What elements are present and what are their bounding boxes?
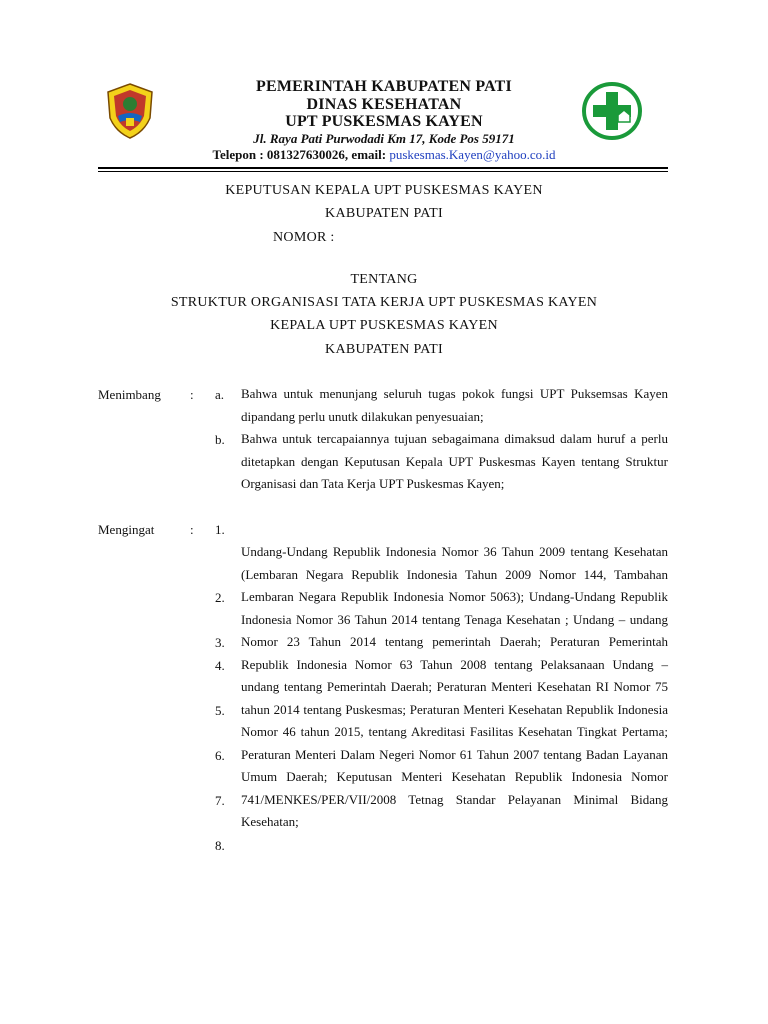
letterhead-email[interactable]: puskesmas.Kayen@yahoo.co.id — [389, 147, 556, 162]
mengingat-marker-8: 8. — [215, 838, 225, 853]
mengingat-marker-4: 4. — [215, 658, 225, 673]
menimbang-item-b-text: Bahwa untuk tercapaiannya tujuan sebagaimana dimaksud dalam huruf a perlu ditetapkan dengan Keputusan Kepala UPT Puskesmas Kayen tentang Struktur Organisasi dan Tata Kerja UPT Puskesmas Kayen; — [241, 431, 668, 491]
letterhead-line-3: UPT PUSKESMAS KAYEN — [285, 113, 483, 130]
letterhead-rule-thick — [98, 167, 668, 169]
menimbang-colon: : — [190, 387, 194, 402]
mengingat-marker-6: 6. — [215, 748, 225, 763]
mengingat-marker-7: 7. — [215, 793, 225, 808]
menimbang-item-a-text: Bahwa untuk menunjang seluruh tugas pokok fungsi UPT Puksemsas Kayen dipandang perlu unutk dilakukan penyesuaian; — [241, 386, 668, 424]
decree-tentang: TENTANG — [350, 272, 418, 287]
mengingat-marker-3: 3. — [215, 635, 225, 650]
mengingat-marker-2: 2. — [215, 590, 225, 605]
decree-title-line-2: KABUPATEN PATI — [325, 206, 443, 221]
mengingat-marker-1: 1. — [215, 522, 225, 537]
letterhead-contact — [0, 147, 768, 163]
mengingat-colon: : — [190, 522, 194, 537]
letterhead-address: Jl. Raya Pati Purwodadi Km 17, Kode Pos 59171 — [253, 131, 515, 146]
mengingat-text: Undang-Undang Republik Indonesia Nomor 36 Tahun 2009 tentang Kesehatan (Lembaran Negara Republik Indonesia Tahun 2009 Nomor 144, Tambahan Lembaran Negara Republik Indonesia Nomor 5063); Undang-Undang Republik Indonesia Nomor 36 Tahun 2014 tentang Tenaga Kesehatan ; Undang – undang Nomor 23 Tahun 2014 tentang pemerintah Daerah; Peraturan Pemerintah Republik Indonesia Nomor 63 Tahun 2008 tentang Pelaksanaan Undang – undang tentang Pemerintah Daerah; Peraturan Menteri Kesehatan RI Nomor 75 tahun 2014 tentang Puskesmas; Peraturan Menteri Kesehatan Republik Indonesia Nomor 46 tahun 2015, tentang Akreditasi Fasilitas Kesehatan Tingkat Pertama; Peraturan Menteri Dalam Negeri Nomor 61 Tahun 2007 tentang Badan Layanan Umum Daerah; Keputusan Menteri Kesehatan Republik Indonesia Nomor 741/MENKES/PER/VII/2008 Tetnag Standar Pelayanan Minimal Bidang Kesehatan; — [241, 544, 668, 829]
letterhead-phone: Telepon : 081327630026, email: — [212, 147, 390, 162]
mengingat-marker-5: 5. — [215, 703, 225, 718]
decree-number: NOMOR : — [273, 230, 335, 245]
decree-title-line-1: KEPUTUSAN KEPALA UPT PUSKESMAS KAYEN — [225, 183, 543, 198]
menimbang-label: Menimbang — [98, 387, 161, 402]
decree-subject-line-1: STRUKTUR ORGANISASI TATA KERJA UPT PUSKESMAS KAYEN — [170, 295, 598, 310]
letterhead-line-2: DINAS KESEHATAN — [306, 96, 462, 113]
letterhead-line-1: PEMERINTAH KABUPATEN PATI — [256, 78, 512, 95]
menimbang-item-a-marker: a. — [215, 387, 225, 402]
mengingat-label: Mengingat — [98, 522, 155, 537]
menimbang-item-b-marker: b. — [215, 432, 225, 447]
letterhead-rule-thin — [98, 171, 668, 172]
decree-subject-line-3: KABUPATEN PATI — [325, 342, 443, 357]
decree-subject-line-2: KEPALA UPT PUSKESMAS KAYEN — [270, 318, 498, 333]
